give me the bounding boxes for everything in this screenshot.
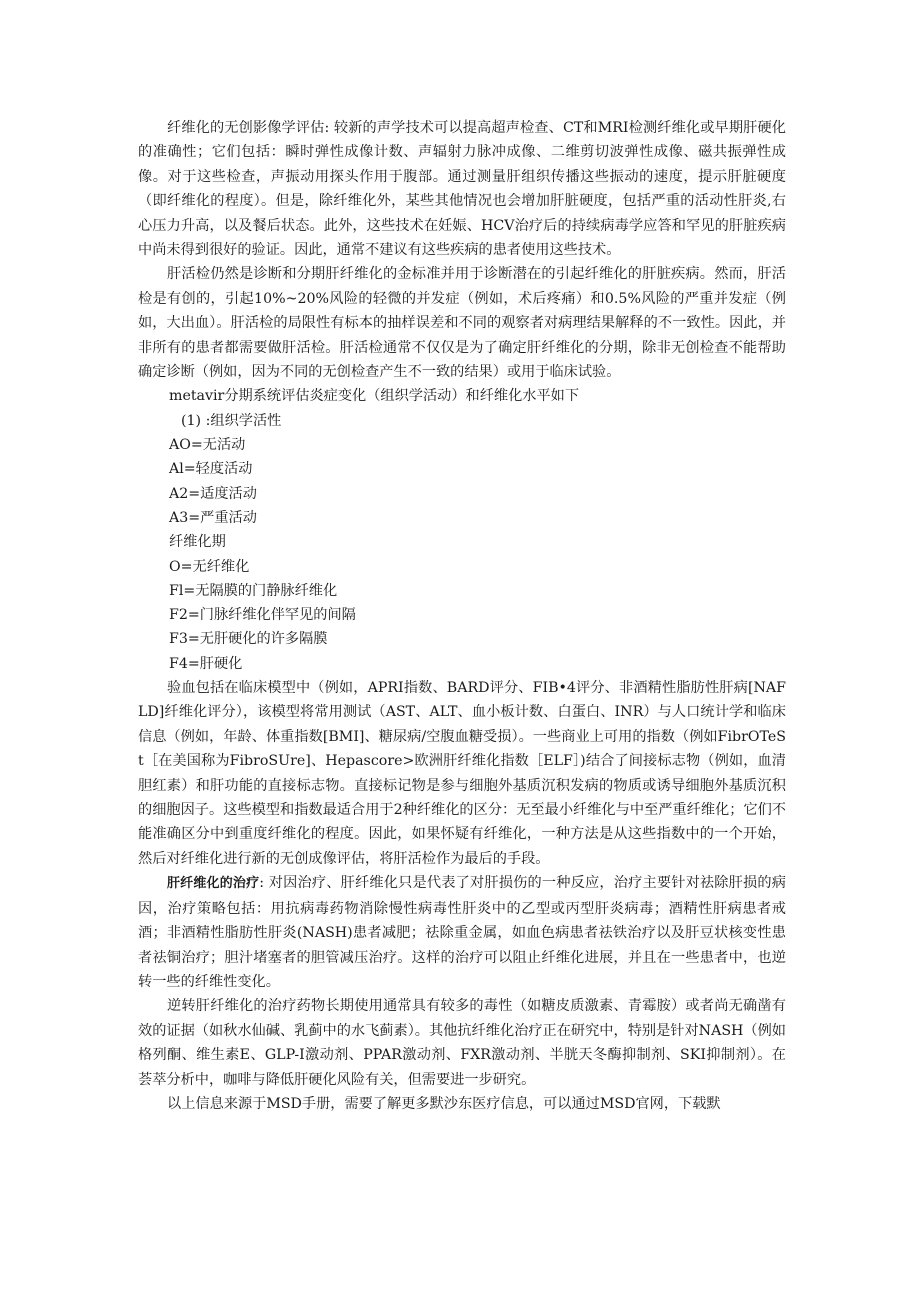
metavir-fibrosis-item: F4=肝硬化 [169, 655, 243, 672]
paragraph-noninvasive-imaging: 纤维化的无创影像学评估: 较新的声学技术可以提高超声检查、CT和MRI检测纤维化或早期肝硬化的准确性；它们包括：瞬时弹性成像计数、声辐射力脉冲成像、二维剪切波弹性成像、磁共振弹性成像。对于这些检查，声振动用探头作用于腹部。通过测量肝组织传播这些振动的速度，提示肝脏硬度（即纤维化的程度）。但是，除纤维化外，某些其他情况也会增加肝脏硬度，包括严重的活动性肝炎,右心压力升高，以及餐后状态。此外，这些技术在妊娠、HCV治疗后的持续病毒学应答和罕见的肝脏疾病中尚未得到很好的验证。因此，通常不建议有这些疾病的患者使用这些技术。 [138, 120, 786, 259]
paragraph-liver-biopsy: 肝活检仍然是诊断和分期肝纤维化的金标准并用于诊断潜在的引起纤维化的肝脏疾病。然而，肝活检是有创的，引起10%~20%风险的轻微的并发症（例如，术后疼痛）和0.5%风险的严重并发症（例如，大出血）。肝活检的局限性有标本的抽样误差和不同的观察者对病理结果解释的不一致性。因此，并非所有的患者都需要做肝活检。肝活检通常不仅仅是为了确定肝纤维化的分期，除非无创检查不能帮助确定诊断（例如，因为不同的无创检查产生不一致的结果）或用于临床试验。 [138, 266, 786, 381]
treatment-heading: 肝纤维化的治疗 [167, 876, 260, 892]
document-body [138, 116, 786, 1116]
metavir-fibrosis-item: Fl=无隔膜的门静脉纤维化 [169, 582, 338, 599]
metavir-fibrosis-item: F3=无肝硬化的许多隔膜 [169, 631, 328, 648]
metavir-activity-item: Al=轻度活动 [169, 461, 253, 478]
paragraph-source-note: 以上信息来源于MSD手册，需要了解更多默沙东医疗信息，可以通过MSD官网，下载默 [167, 1095, 721, 1112]
metavir-fibrosis-item: F2=门脉纤维化伴罕见的间隔 [169, 607, 356, 624]
treatment-text: : 对因治疗、肝纤维化只是代表了对肝损伤的一种反应，治疗主要针对祛除肝损的病因，治疗策略包括：用抗病毒药物消除慢性病毒性肝炎中的乙型或丙型肝炎病毒；酒精性肝病患者戒酒；非酒精性脂肪性肝炎(NASH)患者减肥；祛除重金属，如血色病患者祛铁治疗以及肝豆状核变性患者祛铜治疗；胆汁堵塞者的胆管减压治疗。这样的治疗可以阻止纤维化进展，并且在一些患者中，也逆转一些的纤维性变化。 [138, 875, 786, 990]
metavir-fibrosis-item: O=无纤维化 [169, 558, 250, 575]
metavir-fibrosis-heading: 纤维化期 [169, 534, 226, 551]
paragraph-treatment [138, 871, 786, 994]
paragraph-reversal-drugs: 逆转肝纤维化的治疗药物长期使用通常具有较多的毒性（如糖皮质激素、青霉胺）或者尚无确凿有效的证据（如秋水仙碱、乳蓟中的水飞蓟素）。其他抗纤维化治疗正在研究中，特别是针对NASH（例如格列酮、维生素E、GLP-I激动剂、PPAR激动剂、FXR激动剂、半胱天冬酶抑制剂、SKI抑制剂）。在荟萃分析中，咖啡与降低肝硬化风险有关，但需要进一步研究。 [138, 998, 786, 1088]
metavir-activity-item: A3=严重活动 [169, 509, 257, 526]
metavir-intro: metavir分期系统评估炎症变化（组织学活动）和纤维化水平如下 [169, 388, 580, 405]
paragraph-blood-tests: 验血包括在临床模型中（例如，APRI指数、BARD评分、FIB•4评分、非酒精性脂肪性肝病[NAFLD]纤维化评分），该模型将常用测试（AST、ALT、血小板计数、白蛋白、INR）与人口统计学和临床信息（例如，年龄、体重指数[BMI]、糖尿病/空腹血糖受损）。一些商业上可用的指数（例如FibrOTeSt［在美国称为FibroSUre]、Hepascore>欧洲肝纤维化指数［ELF］)结合了间接标志物（例如，血清胆红素）和肝功能的直接标志物。直接标记物是参与细胞外基质沉积发病的物质或诱导细胞外基质沉积的细胞因子。这些模型和指数最适合用于2种纤维化的区分：无至最小纤维化与中至严重纤维化；它们不能准确区分中到重度纤维化的程度。因此，如果怀疑有纤维化，一种方法是从这些指数中的一个开始，然后对纤维化进行新的无创成像评估，将肝活检作为最后的手段。 [138, 680, 786, 867]
metavir-activity-item: A2=适度活动 [169, 485, 257, 502]
metavir-activity-item: AO=无活动 [169, 437, 246, 454]
metavir-activity-heading: (1) :组织学活性 [181, 412, 282, 429]
